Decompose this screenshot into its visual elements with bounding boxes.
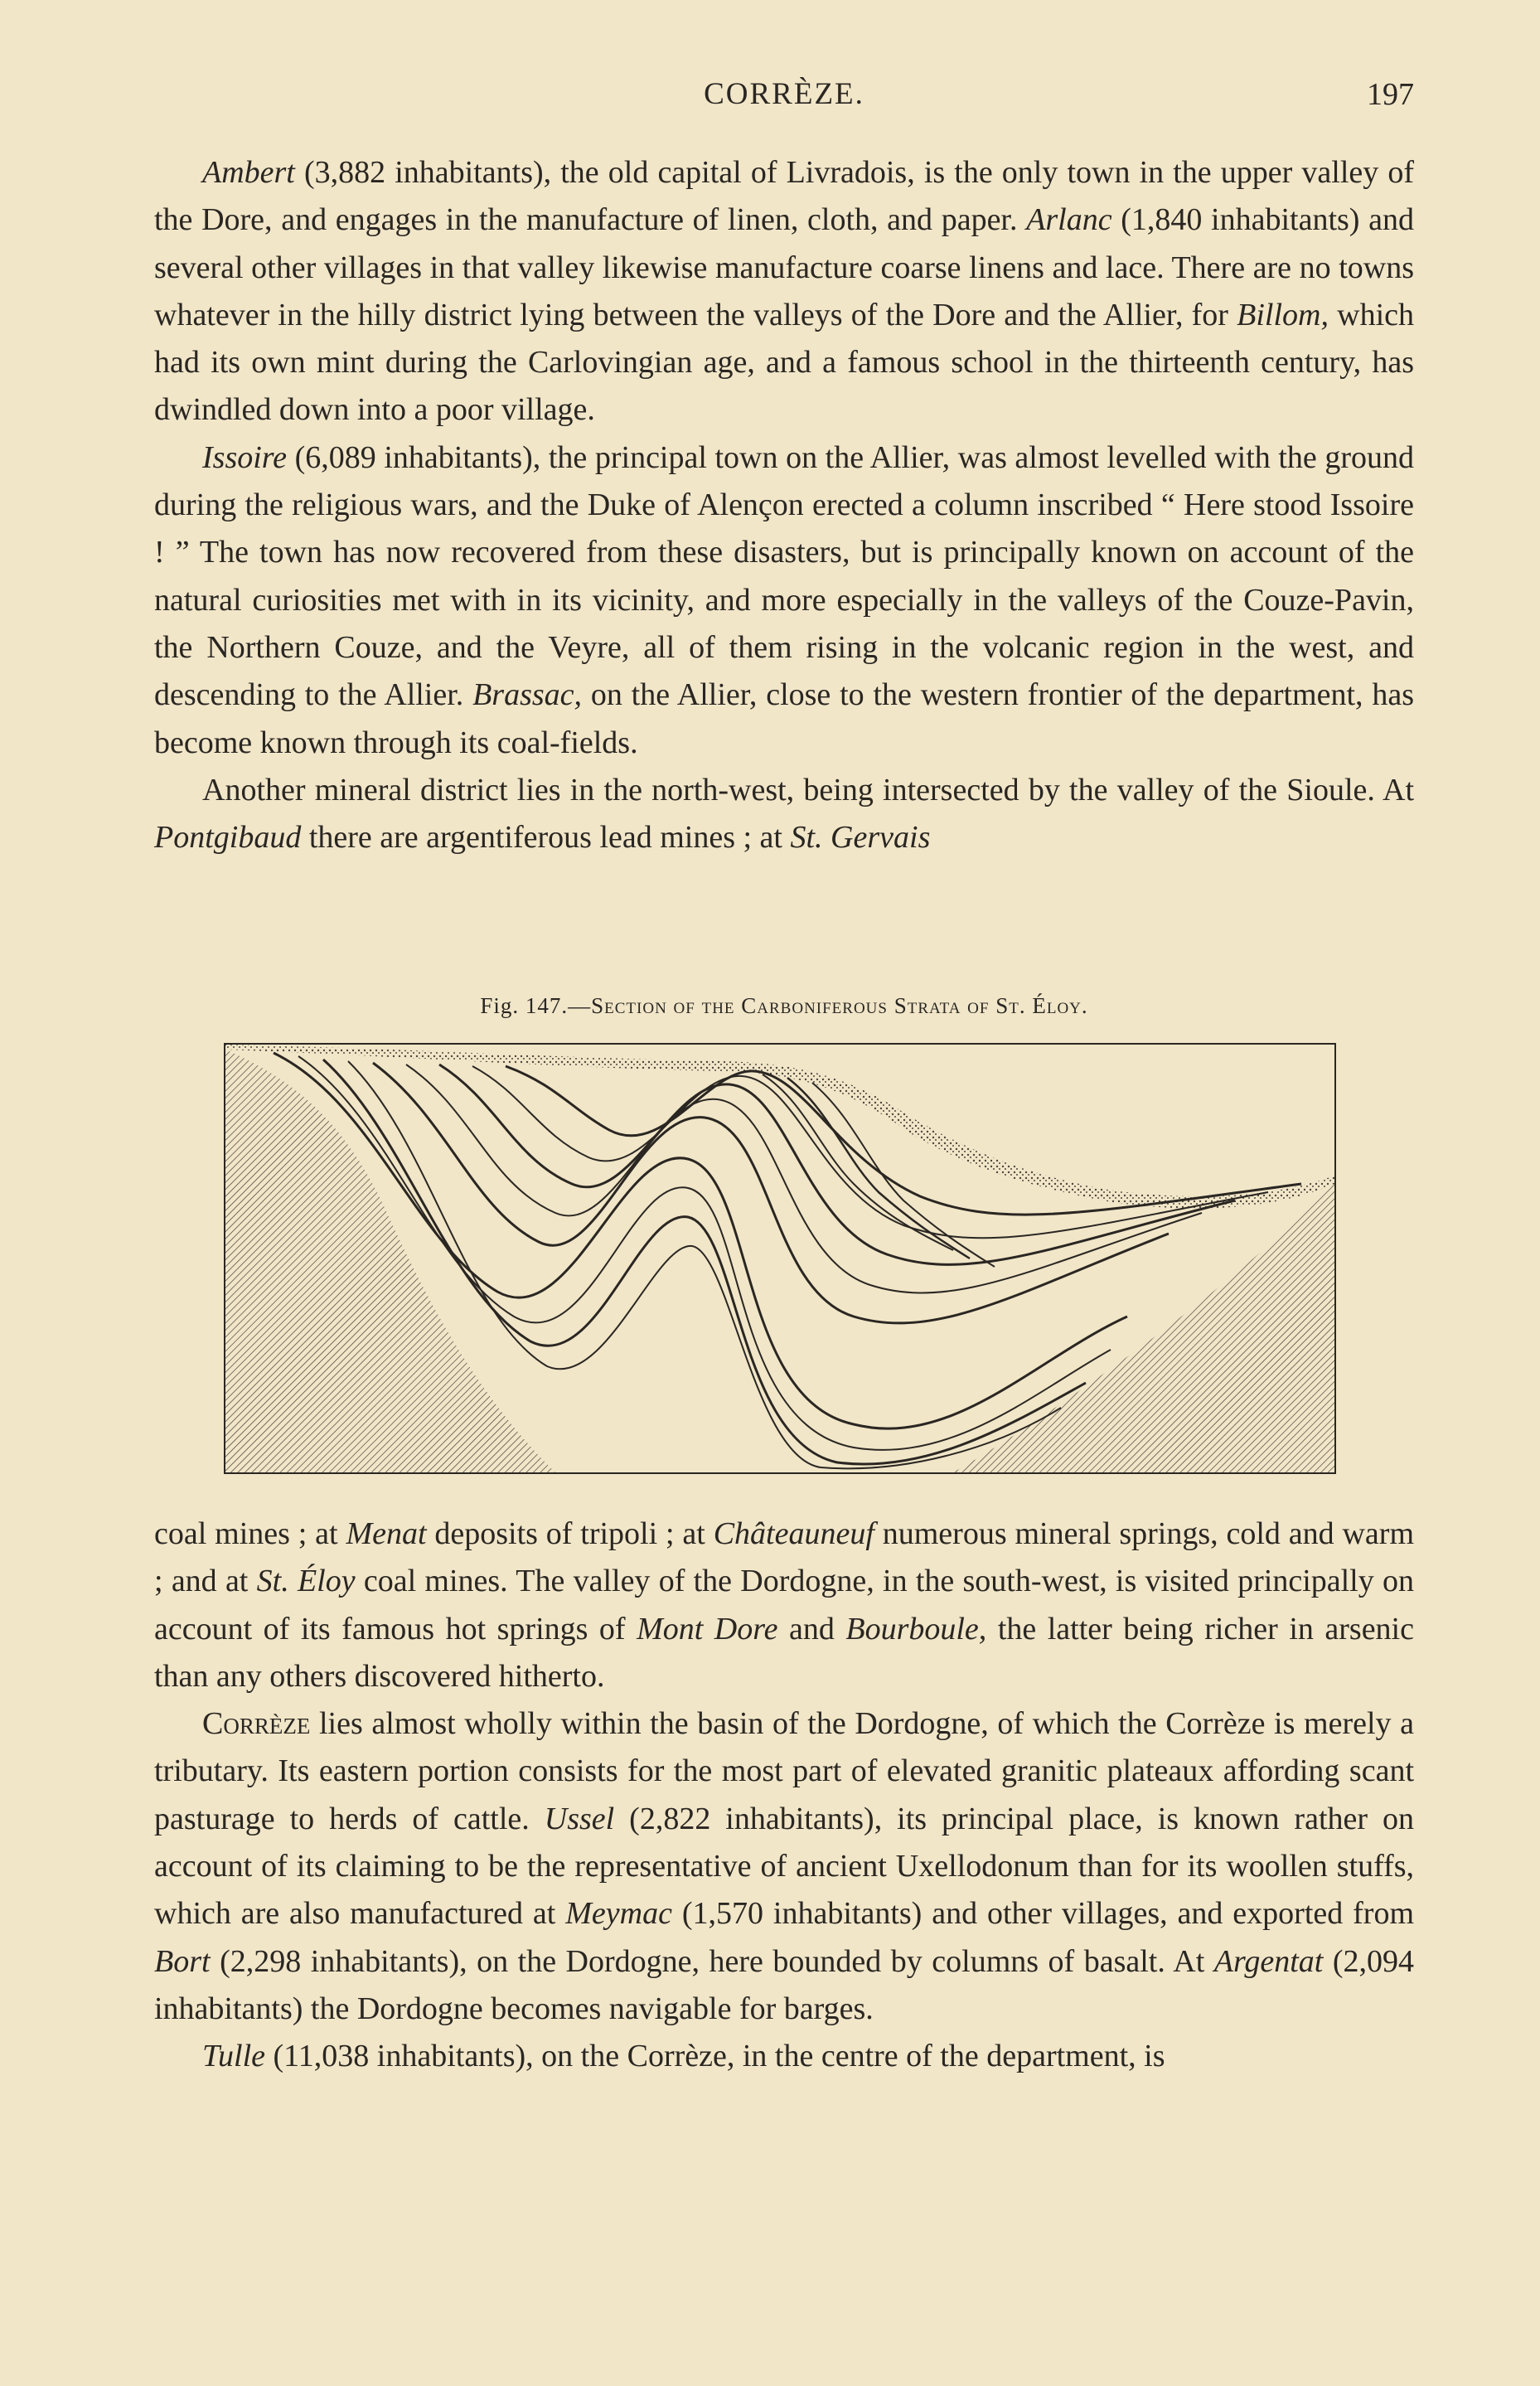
place-brassac: Brassac, (472, 677, 583, 713)
running-head: CORRÈZE. (704, 77, 864, 111)
page-header (154, 76, 1414, 126)
stratum-line (373, 1063, 1169, 1323)
paragraph-continued (154, 1511, 1414, 1700)
text-span: there are argentiferous lead mines ; at (301, 820, 791, 856)
department-name: Corrèze (202, 1706, 311, 1742)
strata-section-illustration (224, 1043, 1336, 1474)
strata-section-figure (224, 1043, 1336, 1474)
place-bort: Bort (154, 1943, 211, 1979)
left-basement-rock (225, 1050, 555, 1472)
text-span: coal mines. The valley of the Dordogne, in the south-west, is visited principally on account of its famous hot springs of (154, 1564, 1414, 1646)
text-span: on the Allier, close to the western frontier of the department, has become known through its coal-fields. (154, 677, 1414, 760)
text-span: numerous mineral springs, cold and warm ; and at (154, 1516, 1415, 1599)
text-span: (1,570 inhabitants) and other villages, and exported from (671, 1896, 1415, 1932)
place-chateauneuf: Châteauneuf (713, 1516, 874, 1551)
place-arlanc: Arlanc (1026, 202, 1112, 238)
place-st-eloy: St. Éloy (256, 1564, 356, 1599)
text-span: deposits of tripoli ; at (426, 1516, 714, 1551)
text-span: (1,840 inhabitants) and several other villages in that valley likewise manufacture coarse linens and lace. There are no towns whatever in the hilly district lying between the valleys of the Dore and the Allier, for (154, 202, 1414, 332)
place-ussel: Ussel (544, 1801, 615, 1836)
text-span: (6,089 inhabitants), the principal town on the Allier, was almost levelled with the ground during the religious wars, and the Duke of Alençon erected a column inscribed “ Here stood Issoire ! ” The town has now recovered from these disasters, but is principally known on account of the natural curiosities met with in its vicinity, and more especially in the valleys of the Couze-Pavin, the Northern Couze, and the Veyre, all of them rising in the volcanic region in the west, and descending to the Allier. (154, 439, 1414, 713)
place-tulle: Tulle (202, 2039, 266, 2074)
text-span: (3,882 inhabitants), the old capital of Livradois, is the only town in the upper valley of the Dore, and engages in the manufacture of linen, cloth, and paper. (154, 155, 1414, 238)
place-ambert: Ambert (202, 155, 295, 190)
stratum-line (472, 1066, 1268, 1238)
text-upper (154, 149, 1414, 861)
paragraph-tulle (154, 2033, 1414, 2080)
paragraph-mineral-district (154, 767, 1414, 862)
text-span: the latter being richer in arsenic than any others discovered hitherto. (154, 1611, 1414, 1694)
figure-caption (154, 993, 1414, 1019)
right-basement-rock (953, 1184, 1334, 1472)
place-argentat: Argentat (1213, 1943, 1324, 1979)
text-span: Another mineral district lies in the north-west, being intersected by the valley of the Sioule. At (202, 772, 1414, 807)
paragraph-correze (154, 1700, 1414, 2033)
figure-title: —Section of the Carboniferous Strata of St. Éloy. (568, 993, 1088, 1018)
text-span: (2,094 inhabitants) the Dordogne becomes navigable for barges. (154, 1943, 1415, 2026)
place-pontgibaud: Pontgibaud (154, 820, 302, 856)
place-meymac: Meymac (565, 1896, 672, 1932)
place-menat: Menat (346, 1516, 427, 1551)
stratum-line (506, 1066, 1301, 1215)
page-number: 197 (1367, 77, 1414, 112)
place-bourboule: Bourboule, (845, 1611, 987, 1646)
place-issoire: Issoire (202, 439, 288, 475)
place-mont-dore: Mont Dore (637, 1611, 778, 1646)
text-span: and (777, 1611, 846, 1646)
place-billom: Billom, (1237, 297, 1329, 332)
text-span: (2,822 inhabitants), its principal place, is known rather on account of its claiming to be the representative of ancient Uxellodonum than for its woollen stuffs, which are also manufactured at (154, 1801, 1414, 1932)
paragraph-ambert (154, 149, 1414, 434)
text-span: (11,038 inhabitants), on the Corrèze, in the centre of the department, is (265, 2039, 1165, 2074)
text-lower (154, 1511, 1414, 2081)
figure-number: Fig. 147. (480, 993, 569, 1018)
text-span: lies almost wholly within the basin of the Dordogne, of which the Corrèze is merely a tributary. Its eastern portion consists for the most part of elevated granitic plateaux affording scant pasturage to herds of cattle. (154, 1706, 1414, 1836)
place-st-gervais: St. Gervais (790, 820, 931, 856)
paragraph-issoire (154, 434, 1414, 767)
text-span: which had its own mint during the Carlovingian age, and a famous school in the thirteenth century, has dwindled down into a poor village. (154, 297, 1414, 428)
text-span: coal mines ; at (154, 1516, 346, 1551)
text-span: (2,298 inhabitants), on the Dordogne, here bounded by columns of basalt. At (210, 1943, 1214, 1979)
